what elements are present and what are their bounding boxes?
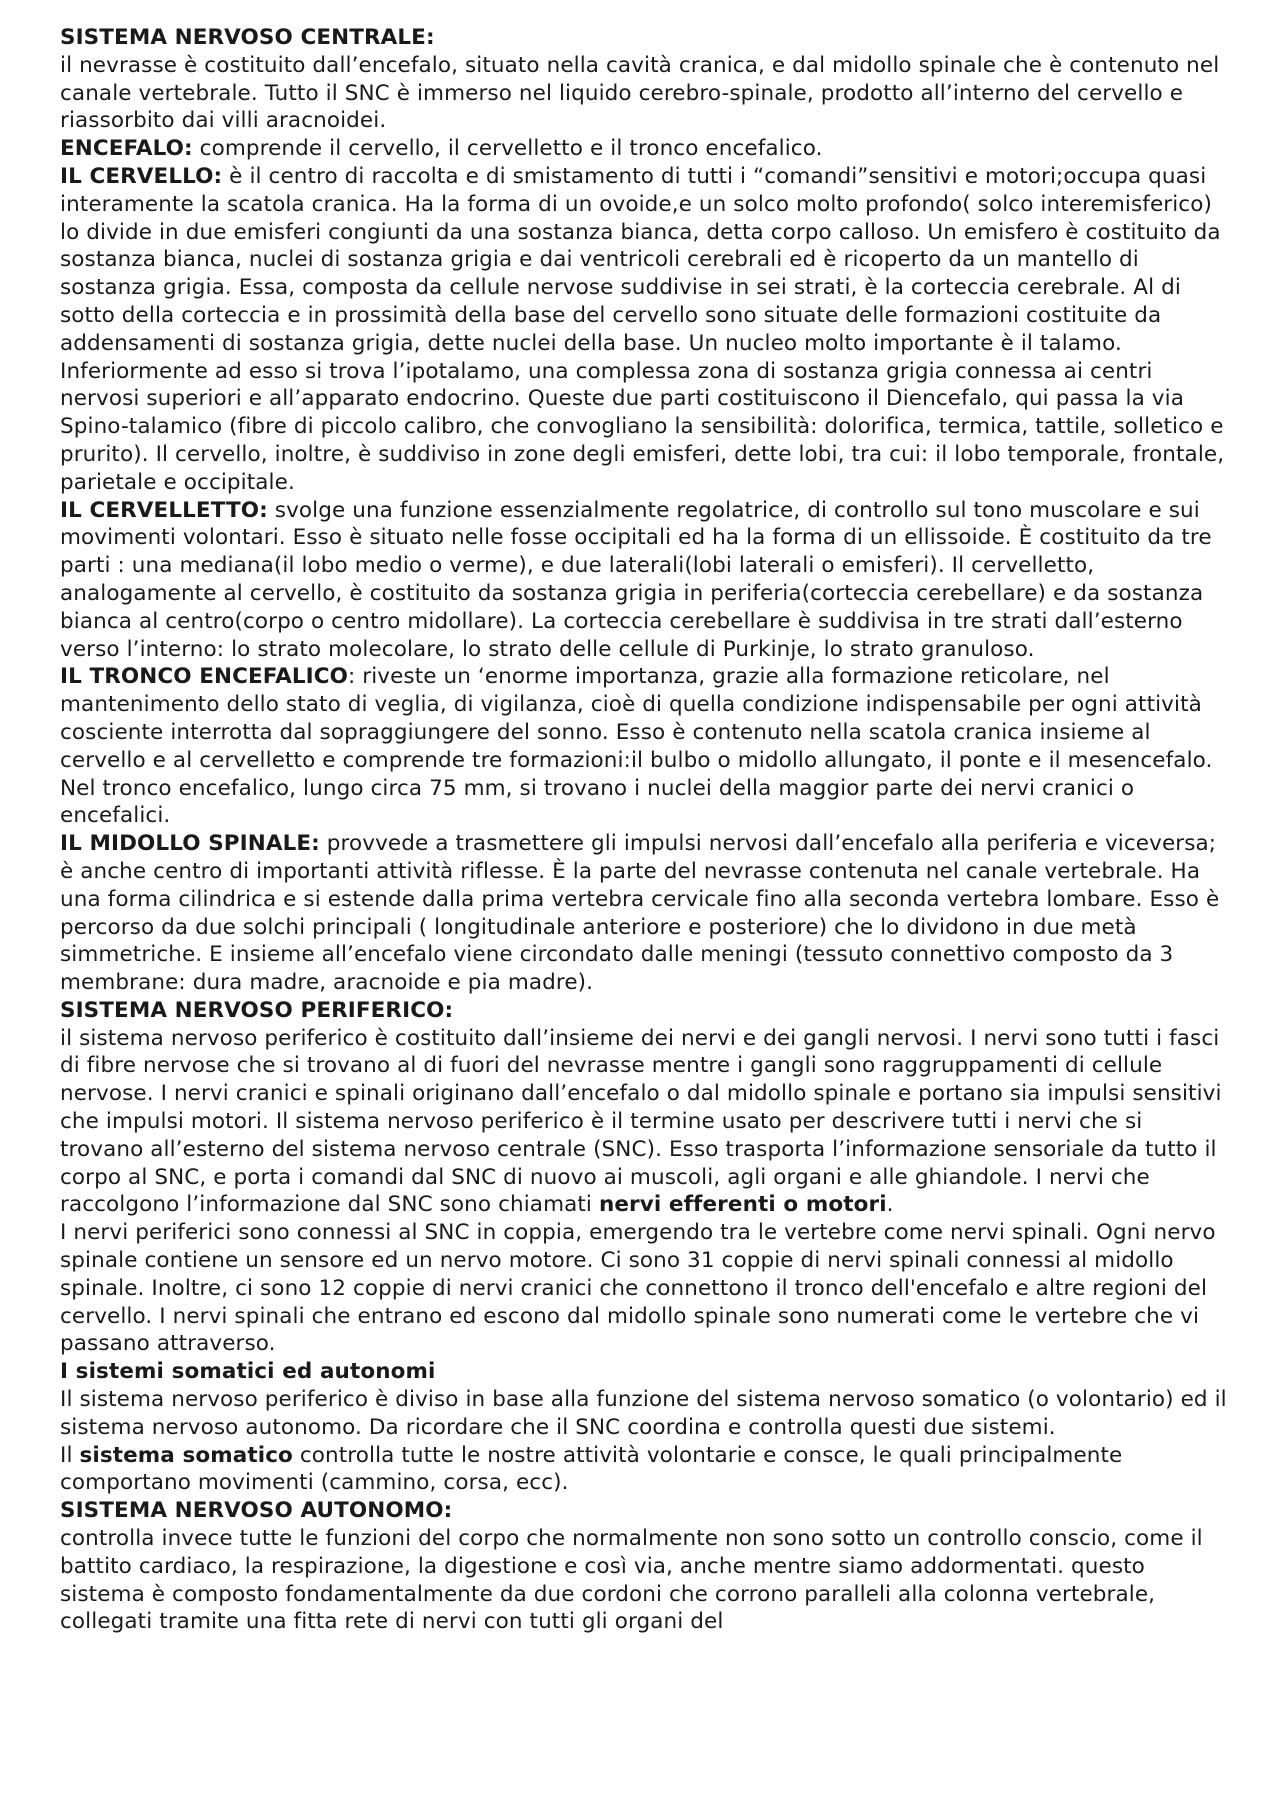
sna-heading: SISTEMA NERVOSO AUTONOMO: — [60, 1498, 453, 1524]
snp-p1-text: il sistema nervoso periferico è costituito dall’insieme dei nervi e dei gangli nervosi. I nervi sono tutti i fasci di fibre nervose che si trovano al di fuori del nevrasse mentre i gangli sono raggruppamenti di cellule nervose. I nervi cranici e spinali originano dall’encefalo o dal midollo spinale e portano sia impulsi sensitivi che impulsi motori. Il sistema nervoso periferico è il termine usato per descrivere tutti i nervi che si trovano all’esterno del sistema nervoso centrale (SNC). Esso trasporta l’informazione sensoriale da tutto il corpo al SNC, e porta i comandi dal SNC di nuovo ai muscoli, agli organi e alle ghiandole. I nervi che raccolgono l’informazione dal SNC sono chiamati — [60, 1025, 1222, 1218]
snp-paragraph-1 — [60, 1025, 1230, 1220]
somatici-p2-bold: sistema somatico — [79, 1442, 293, 1468]
cervelletto-paragraph — [60, 497, 1230, 664]
somatici-paragraph-2 — [60, 1442, 1230, 1498]
tronco-text: : riveste un ‘enorme importanza, grazie alla formazione reticolare, nel mantenimento dello stato di veglia, di vigilanza, cioè di quella condizione indispensabile per ogni attività cosciente interrotta dal sopraggiungere del sonno. Esso è contenuto nella scatola cranica insieme al cervello e al cervelletto e comprende tre formazioni:il bulbo o midollo allungato, il ponte e il mesencefalo. Nel tronco encefalico, lungo circa 75 mm, si trovano i nuclei della maggior parte dei nervi cranici o encefalici. — [60, 664, 1213, 829]
midollo-text: provvede a trasmettere gli impulsi nervosi dall’encefalo alla periferia e viceversa; è anche centro di importanti attività riflesse. È la parte del nevrasse contenuta nel canale vertebrale. Ha una forma cilindrica e si estende dalla prima vertebra cervicale fino alla seconda vertebra lombare. Esso è percorso da due solchi principali ( longitudinale anteriore e posteriore) che lo dividono in due metà simmetriche. E insieme all’encefalo viene circondato dalle meningi (tessuto connettivo composto da 3 membrane: dura madre, aracnoide e pia madre). — [60, 831, 1220, 996]
encefalo-paragraph — [60, 135, 1230, 163]
tronco-paragraph — [60, 663, 1230, 830]
snp-paragraph-2: I nervi periferici sono connessi al SNC in coppia, emergendo tra le vertebre come nervi spinali. Ogni nervo spinale contiene un sensore ed un nervo motore. Ci sono 31 coppie di nervi spinali connessi al midollo spinale. Inoltre, ci sono 12 coppie di nervi cranici che connettono il tronco dell'encefalo e altre regioni del cervello. I nervi spinali che entrano ed escono dal midollo spinale sono numerati come le vertebre che vi passano attraverso. — [60, 1220, 1216, 1357]
tronco-label: IL TRONCO ENCEFALICO — [60, 664, 348, 690]
cervello-text: è il centro di raccolta e di smistamento di tutti i “comandi”sensitivi e motori;occupa quasi interamente la scatola cranica. Ha la forma di un ovoide,e un solco molto profondo( solco interemisferico) lo divide in due emisferi congiunti da una sostanza bianca, detta corpo calloso. Un emisfero è costituito da sostanza bianca, nuclei di sostanza grigia e dai ventricoli cerebrali ed è ricoperto da un mantello di sostanza grigia. Essa, composta da cellule nervose suddivise in sei strati, è la corteccia cerebrale. Al di sotto della corteccia e in prossimità della base del cervello sono situate delle formazioni costituite da addensamenti di sostanza grigia, dette nuclei della base. Un nucleo molto importante è il talamo. Inferiormente ad esso si trova l’ipotalamo, una complessa zona di sostanza grigia connessa ai centri nervosi superiori e all’apparato endocrino. Queste due parti costituiscono il Diencefalo, qui passa la via Spino-talamico (fibre di piccolo calibro, che convogliano la sensibilità: dolorifica, termica, tattile, solletico e prurito). Il cervello, inoltre, è suddiviso in zone degli emisferi, dette lobi, tra cui: il lobo temporale, frontale, parietale e occipitale. — [60, 163, 1225, 495]
snp-p1-end: . — [886, 1192, 894, 1218]
midollo-paragraph — [60, 830, 1230, 997]
somatici-paragraph-1: Il sistema nervoso periferico è diviso in base alla funzione del sistema nervoso somatico (o volontario) ed il sistema nervoso autonomo. Da ricordare che il SNC coordina e controlla questi due sistemi. — [60, 1387, 1227, 1440]
encefalo-text: comprende il cervello, il cervelletto e il tronco encefalico. — [192, 136, 823, 162]
snc-heading: SISTEMA NERVOSO CENTRALE: — [60, 25, 435, 50]
cervelletto-label: IL CERVELLETTO: — [60, 497, 268, 523]
encefalo-label: ENCEFALO: — [60, 136, 193, 162]
somatici-p2-text: controlla tutte le nostre attività volontarie e consce, le quali principalmente comportano movimenti (cammino, corsa, ecc). — [60, 1442, 1123, 1496]
document-page — [60, 24, 1230, 1636]
somatici-p2-start: Il — [60, 1442, 80, 1468]
snp-heading: SISTEMA NERVOSO PERIFERICO: — [60, 997, 454, 1023]
snc-intro: il nevrasse è costituito dall’encefalo, situato nella cavità cranica, e dal midollo spinale che è contenuto nel canale vertebrale. Tutto il SNC è immerso nel liquido cerebro-spinale, prodotto all’interno del cervello e riassorbito dai villi aracnoidei. — [60, 52, 1220, 134]
snp-p1-bold: nervi efferenti o motori — [598, 1192, 887, 1218]
somatici-heading: I sistemi somatici ed autonomi — [60, 1359, 436, 1385]
cervello-label: IL CERVELLO: — [60, 163, 223, 189]
midollo-label: IL MIDOLLO SPINALE: — [60, 831, 320, 857]
sna-paragraph: controlla invece tutte le funzioni del corpo che normalmente non sono sotto un controllo conscio, come il battito cardiaco, la respirazione, la digestione e così via, anche mentre siamo addormentati. questo sistema è composto fondamentalmente da due cordoni che corrono paralleli alla colonna vertebrale, collegati tramite una fitta rete di nervi con tutti gli organi del — [60, 1526, 1203, 1635]
cervelletto-text: svolge una funzione essenzialmente regolatrice, di controllo sul tono muscolare e sui movimenti volontari. Esso è situato nelle fosse occipitali ed ha la forma di un ellissoide. È costituito da tre parti : una mediana(il lobo medio o verme), e due laterali(lobi laterali o emisferi). Il cervelletto, analogamente al cervello, è costituito da sostanza grigia in periferia(corteccia cerebellare) e da sostanza bianca al centro(corpo o centro midollare). La corteccia cerebellare è suddivisa in tre strati dall’esterno verso l’interno: lo strato molecolare, lo strato delle cellule di Purkinje, lo strato granuloso. — [60, 497, 1212, 662]
cervello-paragraph — [60, 163, 1230, 497]
